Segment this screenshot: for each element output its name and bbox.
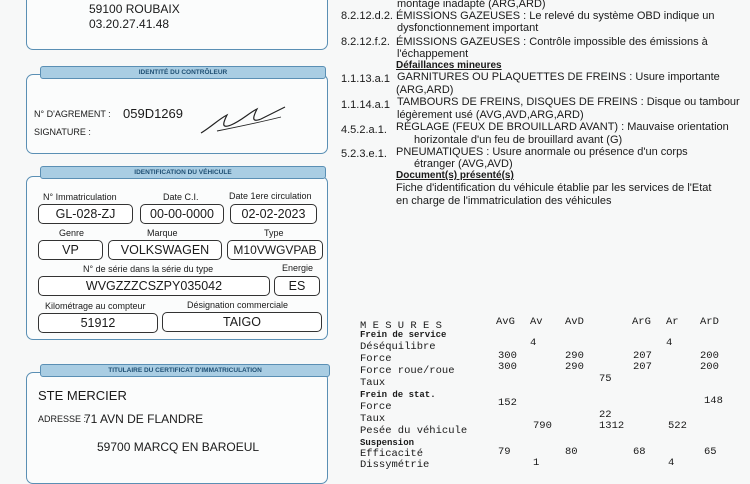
serie-value: WVGZZZCSZPY035042 [38,276,270,296]
dissymetrie-label: Dissymétrie [360,459,430,471]
force-ard: 200 [700,350,719,362]
force-rr-ard: 200 [700,361,719,373]
owner-phone: 03.20.27.41.48 [89,17,170,31]
force2-ard: 148 [704,395,723,407]
force2-label: Force [360,401,392,413]
force-avg: 300 [498,350,517,362]
immat-value: GL-028-ZJ [38,204,133,224]
suspension-label: Suspension [360,438,415,448]
mineure-cont: (ARG,ARD) [396,84,454,96]
controleur-header: IDENTITÉ DU CONTRÔLEUR [40,66,326,79]
eff-arg: 68 [633,446,646,458]
designation-value: TAIGO [162,312,322,332]
eff-ard: 65 [704,446,717,458]
energie-label: Energie [282,263,314,273]
pesee-label: Pesée du véhicule [360,425,468,437]
genre-value: VP [38,240,103,260]
pesee-total: 1312 [599,420,625,432]
mineure-cont: légèrement usé (AVG,AVD,ARG,ARD) [397,109,584,121]
mineure-cont: étranger (AVG,AVD) [414,158,513,170]
force2-avg: 152 [498,397,517,409]
agrement-value: 059D1269 [123,106,183,121]
mineure-code: 5.2.3.e.1. [341,148,387,160]
defect-cont: dysfonctionnement important [397,22,539,34]
agrement-label: N° D'AGREMENT : [34,109,111,119]
defect-text: ÉMISSIONS GAZEUSES : Contrôle impossible des émissions à [396,36,708,48]
vehicule-header: IDENTIFICATION DU VÉHICULE [40,166,326,179]
frein-service-label: Frein de service [360,330,447,340]
deseq-av: 4 [530,337,537,349]
defect-code: 8.2.12.f.2. [341,36,390,48]
signature-mark [197,101,287,137]
owner-top-card [26,0,328,50]
titulaire-city: 59700 MARCQ EN BAROEUL [97,440,260,454]
docs-line2: en charge de l'immatriculation des véhicules [396,195,612,207]
marque-value: VOLKSWAGEN [108,240,222,260]
force-rr-avg: 300 [498,361,517,373]
mineure-code: 4.5.2.a.1. [341,124,387,136]
mineure-code: 1.1.13.a.1 [341,73,390,85]
force-avd: 290 [565,350,584,362]
taux-value: 75 [599,373,612,385]
owner-city: 59100 ROUBAIX [89,2,180,16]
marque-label: Marque [147,228,178,238]
taux2-value: 22 [599,409,612,421]
type-value: M10VWGVPAB [227,240,323,260]
eff-avd: 80 [565,446,578,458]
controleur-card [26,74,328,154]
energie-value: ES [274,276,320,296]
immat-label: N° Immatriculation [43,192,117,202]
force-label: Force [360,353,392,365]
mineures-title: Défaillances mineures [396,60,502,71]
docs-line1: Fiche d'identification du véhicule établie par les services de l'Etat [396,182,712,194]
mineure-text: PNEUMATIQUES : Usure anormale ou présence d'un corps [396,146,688,158]
mineure-text: GARNITURES OU PLAQUETTES DE FREINS : Usure importante [397,71,720,83]
force-rr-avd: 290 [565,361,584,373]
designation-label: Désignation commerciale [187,300,289,310]
genre-label: Genre [59,228,85,238]
mineure-text: RÉGLAGE (FEUX DE BROUILLARD AVANT) : Mauvaise orientation [396,121,729,133]
date-circ-label: Date 1ere circulation [229,191,312,201]
defect-cont: l'échappement [397,48,469,60]
date-circ-value: 02-02-2023 [230,204,317,224]
col-avg: AvG [496,316,515,328]
defect-text: ÉMISSIONS GAZEUSES : Le relevé du système OBD indique un [396,10,715,22]
col-ard: ArD [700,316,719,328]
diss-ar: 4 [668,457,675,469]
taux2-label: Taux [360,413,386,425]
desequilibre-label: Déséquilibre [360,341,436,353]
frein-stat-label: Frein de stat. [360,390,436,400]
col-av: Av [530,316,543,328]
km-label: Kilométrage au compteur [45,301,146,311]
docs-title: Document(s) présenté(s) [396,170,514,181]
pesee-av: 790 [533,420,552,432]
mineure-code: 1.1.14.a.1 [341,99,390,111]
force-rr-arg: 207 [633,361,652,373]
mesures-title: M E S U R E S [360,320,442,332]
mineure-text: TAMBOURS DE FREINS, DISQUES DE FREINS : Disque ou tambour [397,96,740,108]
force-arg: 207 [633,350,652,362]
defect-code: 8.2.12.d.2. [341,10,393,22]
defect-top-line: montage inadapté (ARG,ARD) [397,0,546,10]
titulaire-header: TITULAIRE DU CERTIFICAT D'IMMATRICULATION [40,364,330,377]
serie-label: N° de série dans la série du type [83,264,214,274]
col-ar: Ar [666,316,679,328]
date-ci-label: Date C.I. [163,192,199,202]
force-rr-label: Force roue/roue [360,365,455,377]
signature-label: SIGNATURE : [34,127,91,137]
diss-av: 1 [533,457,540,469]
col-avd: AvD [565,316,584,328]
deseq-ar: 4 [666,337,673,349]
date-ci-value: 00-00-0000 [140,204,224,224]
km-value: 51912 [38,313,158,333]
adresse-label: ADRESSE : [38,414,87,424]
mineure-cont: horizontale d'un feu de brouillard avant (G) [414,134,623,146]
adresse-value: 71 AVN DE FLANDRE [84,412,204,426]
taux-label: Taux [360,377,386,389]
col-arg: ArG [632,316,651,328]
eff-avg: 79 [498,446,511,458]
type-label: Type [264,228,284,238]
titulaire-name: STE MERCIER [38,388,127,403]
efficacite-label: Efficacité [360,448,424,460]
pesee-ar: 522 [668,420,687,432]
